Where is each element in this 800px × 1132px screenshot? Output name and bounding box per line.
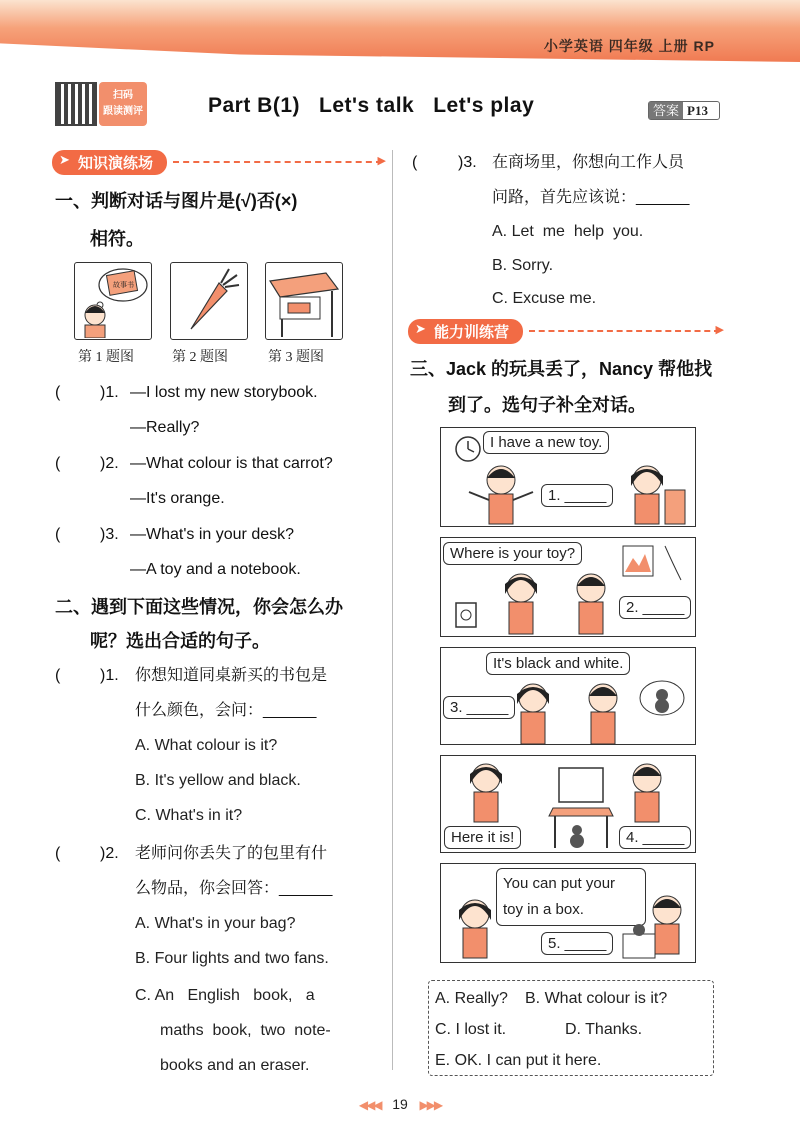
panel2-blank[interactable]: 2. _____ [619, 596, 691, 619]
picture-frame-icon [453, 600, 479, 630]
answer-page: P13 [687, 103, 708, 118]
boy-jack-illustration [461, 462, 541, 526]
caption-3: 第 3 题图 [268, 350, 324, 365]
q2-item2-number: )2. [100, 845, 119, 862]
page-title: Part B(1) Let's talk Let's play [208, 94, 535, 117]
comic-panel-1 [440, 427, 696, 527]
panel5-bubble-line2: toy in a box. [503, 901, 584, 918]
q3-options-box [428, 980, 714, 1076]
panel2-bubble: Where is your toy? [443, 542, 582, 565]
qr-code-icon[interactable] [55, 82, 97, 126]
q2-item3-option-b[interactable]: B. Sorry. [492, 257, 554, 274]
q2-item3-line1: 在商场里，你想向工作人员 [492, 154, 685, 171]
q2-item2-option-a[interactable]: A. What's in your bag? [135, 915, 296, 932]
q2-item2-line2[interactable]: 么物品，你会回答：______ [135, 880, 333, 897]
q2-heading-2: 呢？选出合适的句子。 [90, 631, 270, 651]
q1-item3-line2: —A toy and a notebook. [130, 561, 301, 578]
dashed-arrow [173, 161, 382, 163]
girl-nancy-illustration [455, 898, 495, 960]
q3-option-a[interactable]: A. Really? [435, 990, 508, 1007]
column-divider [392, 150, 393, 1070]
q2-item2-option-b[interactable]: B. Four lights and two fans. [135, 950, 329, 967]
q2-item3-option-a[interactable]: A. Let me help you. [492, 223, 644, 240]
q3-heading-2: 到了。选句子补全对话。 [448, 395, 646, 415]
q3-option-d[interactable]: D. Thanks. [565, 1021, 643, 1038]
q1-heading-2: 相符。 [90, 229, 144, 249]
comic-panel-5 [440, 863, 696, 963]
qr-label-2: 跟读测评 [103, 106, 143, 117]
qr-scan-badge[interactable] [99, 82, 147, 126]
q2-item3-option-c[interactable]: C. Excuse me. [492, 290, 597, 307]
boy-with-box-illustration [621, 894, 691, 960]
dashed-arrow [529, 330, 720, 332]
q2-item2-option-c-line2: maths book, two note- [160, 1022, 331, 1039]
q3-option-e[interactable]: E. OK. I can put it here. [435, 1052, 602, 1069]
section-ability-title: ➤ 能力训练营 [408, 319, 523, 344]
panel1-blank[interactable]: 1. _____ [541, 484, 613, 507]
girl-nancy-illustration [466, 762, 506, 824]
panel5-blank[interactable]: 5. _____ [541, 932, 613, 955]
section-knowledge-bar [52, 150, 382, 174]
section-ability-bar [408, 319, 720, 343]
panel4-blank[interactable]: 4. _____ [619, 826, 691, 849]
q1-item1-line1: —I lost my new storybook. [130, 384, 318, 401]
q3-heading: 三、Jack 的玩具丢了，Nancy 帮他找 [410, 359, 713, 379]
q2-item3-paren[interactable]: ( [412, 154, 418, 171]
panel1-bubble: I have a new toy. [483, 431, 609, 454]
q1-item1-line2: —Really? [130, 419, 200, 436]
panel3-bubble: It's black and white. [486, 652, 630, 675]
page-number: 19 [392, 1096, 408, 1112]
q2-item1-option-a[interactable]: A. What colour is it? [135, 737, 278, 754]
teddy-bear-thought-icon [637, 678, 687, 718]
q2-item2-option-c[interactable]: C. An English book, a [135, 987, 315, 1004]
boy-storybook-illustration [75, 263, 150, 338]
panel5-bubble-line1: You can put your [503, 875, 616, 892]
page-footer [0, 1096, 800, 1112]
q2-item2-option-c-line3: books and an eraser. [160, 1057, 310, 1074]
chair-with-teddy-illustration [547, 764, 617, 850]
caption-2: 第 2 题图 [172, 350, 228, 365]
two-kids-illustration [496, 572, 626, 636]
next-arrows-icon: ▶▶▶ [419, 1098, 442, 1112]
desk-illustration [266, 263, 341, 338]
qr-label-1: 扫码 [113, 90, 133, 101]
q2-heading: 二、遇到下面这些情况，你会怎么办 [55, 597, 343, 617]
picture-3 [265, 262, 343, 340]
answer-label: 答案 [649, 102, 683, 119]
carrot-illustration [171, 263, 246, 338]
two-kids-illustration [513, 682, 623, 744]
q3-option-c[interactable]: C. I lost it. [435, 1021, 507, 1038]
q1-item3-number: )3. [100, 526, 119, 543]
panel3-blank[interactable]: 3. _____ [443, 696, 515, 719]
panel4-bubble: Here it is! [444, 826, 521, 849]
storybook-label: 故事书 [113, 281, 134, 289]
q2-item1-line1: 你想知道同桌新买的书包是 [135, 667, 328, 684]
q2-item1-option-c[interactable]: C. What's in it? [135, 807, 243, 824]
answer-reference [648, 101, 720, 120]
q2-item1-option-b[interactable]: B. It's yellow and black. [135, 772, 301, 789]
q2-item3-line2[interactable]: 问路，首先应该说：______ [492, 189, 690, 206]
q2-item1-number: )1. [100, 667, 119, 684]
q1-item3-line1: —What's in your desk? [130, 526, 295, 543]
q1-item1-number: )1. [100, 384, 119, 401]
girl-nancy-illustration [617, 462, 687, 526]
comic-panel-4 [440, 755, 696, 853]
q1-heading: 一、判断对话与图片是(√)否(×) [55, 191, 298, 211]
q1-item2-paren[interactable]: ( [55, 455, 61, 472]
q1-item3-paren[interactable]: ( [55, 526, 61, 543]
picture-2 [170, 262, 248, 340]
q1-item1-paren[interactable]: ( [55, 384, 61, 401]
q2-item3-number: )3. [458, 154, 477, 171]
q2-item2-line1: 老师问你丢失了的包里有什 [135, 845, 328, 862]
section-knowledge-title: ➤ 知识演练场 [52, 150, 167, 175]
q1-item2-line1: —What colour is that carrot? [130, 455, 333, 472]
window-curtain-illustration [621, 544, 691, 584]
q1-item2-number: )2. [100, 455, 119, 472]
comic-panel-3 [440, 647, 696, 745]
q3-option-b[interactable]: B. What colour is it? [525, 990, 668, 1007]
picture-1 [74, 262, 152, 340]
q2-item2-paren[interactable]: ( [55, 845, 61, 862]
clock-icon [453, 434, 483, 464]
q2-item1-paren[interactable]: ( [55, 667, 61, 684]
comic-panel-2 [440, 537, 696, 637]
q1-item2-line2: —It's orange. [130, 490, 225, 507]
q2-item1-line2[interactable]: 什么颜色，会问：______ [135, 702, 317, 719]
prev-arrows-icon: ◀◀◀ [358, 1098, 381, 1112]
book-label: 小学英语 四年级 上册 RP [543, 38, 715, 54]
boy-jack-illustration [627, 762, 667, 824]
caption-1: 第 1 题图 [78, 350, 134, 365]
